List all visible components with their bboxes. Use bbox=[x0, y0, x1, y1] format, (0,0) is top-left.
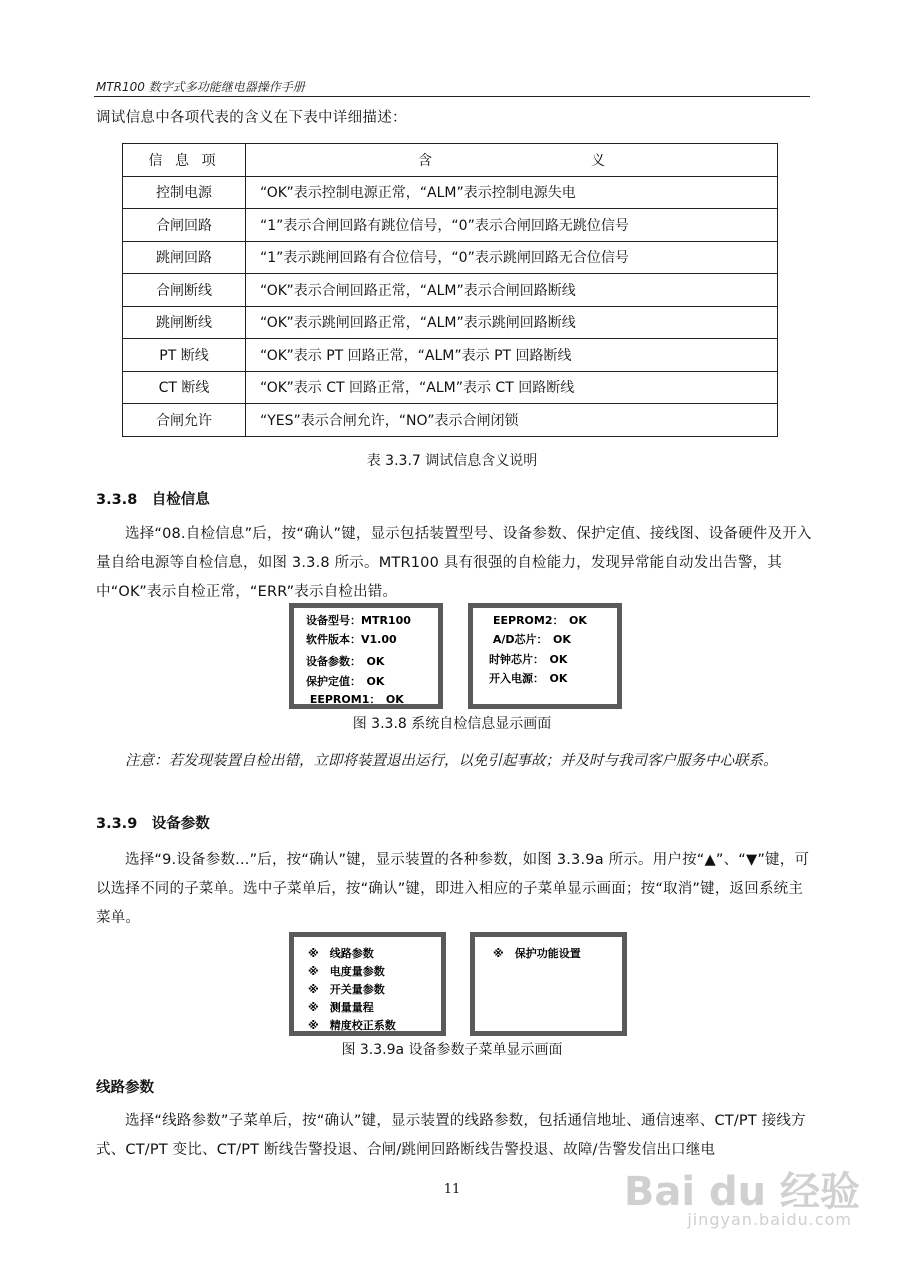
table-cell: 合闸允许 bbox=[123, 404, 246, 437]
menu-item: ※ 保护功能设置 bbox=[493, 947, 581, 960]
screen-line: 设备型号：MTR100 bbox=[306, 614, 411, 627]
figure-3-3-9a-caption: 图 3.3.9a 设备参数子菜单显示画面 bbox=[341, 1042, 563, 1058]
table-cell: “OK”表示控制电源正常，“ALM”表示控制电源失电 bbox=[246, 176, 778, 209]
menu-item: ※ 线路参数 bbox=[308, 947, 374, 960]
table-row bbox=[123, 176, 778, 209]
screen-line: 时钟芯片： OK bbox=[489, 653, 568, 666]
table-row bbox=[123, 274, 778, 307]
table-cell: “YES”表示合闸允许，“NO”表示合闸闭锁 bbox=[246, 404, 778, 437]
table-row bbox=[123, 306, 778, 339]
table-row bbox=[123, 371, 778, 404]
header-meaning-part2: 义 bbox=[590, 152, 605, 169]
table-caption: 表 3.3.7 调试信息含义说明 bbox=[366, 453, 538, 469]
screen-line: 设备参数： OK bbox=[306, 655, 385, 668]
table-row bbox=[123, 241, 778, 274]
table-cell: “1”表示合闸回路有跳位信号，“0”表示合闸回路无跳位信号 bbox=[246, 209, 778, 242]
manual-title: MTR100 数字式多功能继电器操作手册 bbox=[96, 80, 305, 94]
section-3-3-8-paragraph: 选择“08.自检信息”后，按“确认”键，显示包括装置型号、设备参数、保护定值、接线图、设备硬件及开入量自给电源等自检信息，如图 3.3.8 所示。MTR100 具有很强的自检能力，发现异常能自动发出告警，其中“OK”表示自检正常，“ERR”表示自检出错。 bbox=[96, 526, 812, 600]
table-cell: “OK”表示 PT 回路正常，“ALM”表示 PT 回路断线 bbox=[246, 339, 778, 372]
watermark-logo: Bai du 经验 bbox=[623, 1169, 860, 1215]
screen-line: EEPROM1： OK bbox=[306, 693, 404, 706]
header-divider bbox=[94, 96, 810, 97]
header-meaning-part1: 含 bbox=[418, 152, 433, 169]
param-menu-screen-2 bbox=[470, 932, 627, 1036]
table-cell: 跳闸断线 bbox=[123, 306, 246, 339]
menu-item: ※ 测量量程 bbox=[308, 1001, 374, 1014]
table-cell: “OK”表示合闸回路正常，“ALM”表示合闸回路断线 bbox=[246, 274, 778, 307]
table-cell: PT 断线 bbox=[123, 339, 246, 372]
screen-line: A/D芯片： OK bbox=[489, 633, 571, 646]
line-params-paragraph: 选择“线路参数”子菜单后，按“确认”键，显示装置的线路参数，包括通信地址、通信速率、CT/PT 接线方式、CT/PT 变比、CT/PT 断线告警投退、合闸/跳闸回路断线告警投退、故障/告警发信出口继电 bbox=[96, 1113, 806, 1158]
screen-line: 软件版本：V1.00 bbox=[306, 633, 397, 646]
screen-line: 开入电源： OK bbox=[489, 672, 568, 685]
menu-item: ※ 开关量参数 bbox=[308, 983, 385, 996]
table-cell: CT 断线 bbox=[123, 371, 246, 404]
header-info-item: 信 息 项 bbox=[123, 144, 246, 177]
table-row bbox=[123, 209, 778, 242]
table-header-row bbox=[123, 144, 778, 177]
header-meaning bbox=[246, 144, 778, 177]
watermark-url: jingyan.baidu.com bbox=[687, 1210, 852, 1229]
param-menu-screen-1 bbox=[289, 932, 446, 1036]
figure-3-3-8-caption: 图 3.3.8 系统自检信息显示画面 bbox=[352, 716, 552, 732]
screen-line: 保护定值： OK bbox=[306, 675, 385, 688]
table-row bbox=[123, 404, 778, 437]
table-cell: “OK”表示 CT 回路正常，“ALM”表示 CT 回路断线 bbox=[246, 371, 778, 404]
line-params-title: 线路参数 bbox=[96, 1080, 154, 1096]
table-cell: “1”表示跳闸回路有合位信号，“0”表示跳闸回路无合位信号 bbox=[246, 241, 778, 274]
table-cell: “OK”表示跳闸回路正常，“ALM”表示跳闸回路断线 bbox=[246, 306, 778, 339]
menu-item: ※ 电度量参数 bbox=[308, 965, 385, 978]
debug-info-table bbox=[122, 143, 778, 437]
intro-text: 调试信息中各项代表的含义在下表中详细描述： bbox=[96, 110, 407, 126]
screen-line: EEPROM2： OK bbox=[493, 614, 587, 627]
table-cell: 合闸断线 bbox=[123, 274, 246, 307]
menu-item: ※ 精度校正系数 bbox=[308, 1019, 396, 1032]
table-cell: 合闸回路 bbox=[123, 209, 246, 242]
warning-note: 注意：若发现装置自检出错，立即将装置退出运行，以免引起事故；并及时与我司客户服务中心联系。 bbox=[125, 753, 778, 769]
table-row bbox=[123, 339, 778, 372]
self-check-screen-1 bbox=[289, 603, 443, 709]
page-number: 11 bbox=[443, 1182, 461, 1197]
section-3-3-9-title: 3.3.9 设备参数 bbox=[96, 816, 210, 832]
section-3-3-8-title: 3.3.8 自检信息 bbox=[96, 492, 210, 508]
self-check-screen-2 bbox=[468, 603, 622, 709]
table-cell: 控制电源 bbox=[123, 176, 246, 209]
table-cell: 跳闸回路 bbox=[123, 241, 246, 274]
section-3-3-9-paragraph: 选择“9.设备参数...”后，按“确认”键，显示装置的各种参数，如图 3.3.9a 所示。用户按“▲”、“▼”键，可以选择不同的子菜单。选中子菜单后，按“确认”键，即进入相应的子菜单显示画面；按“取消”键，返回系统主菜单。 bbox=[96, 852, 810, 926]
